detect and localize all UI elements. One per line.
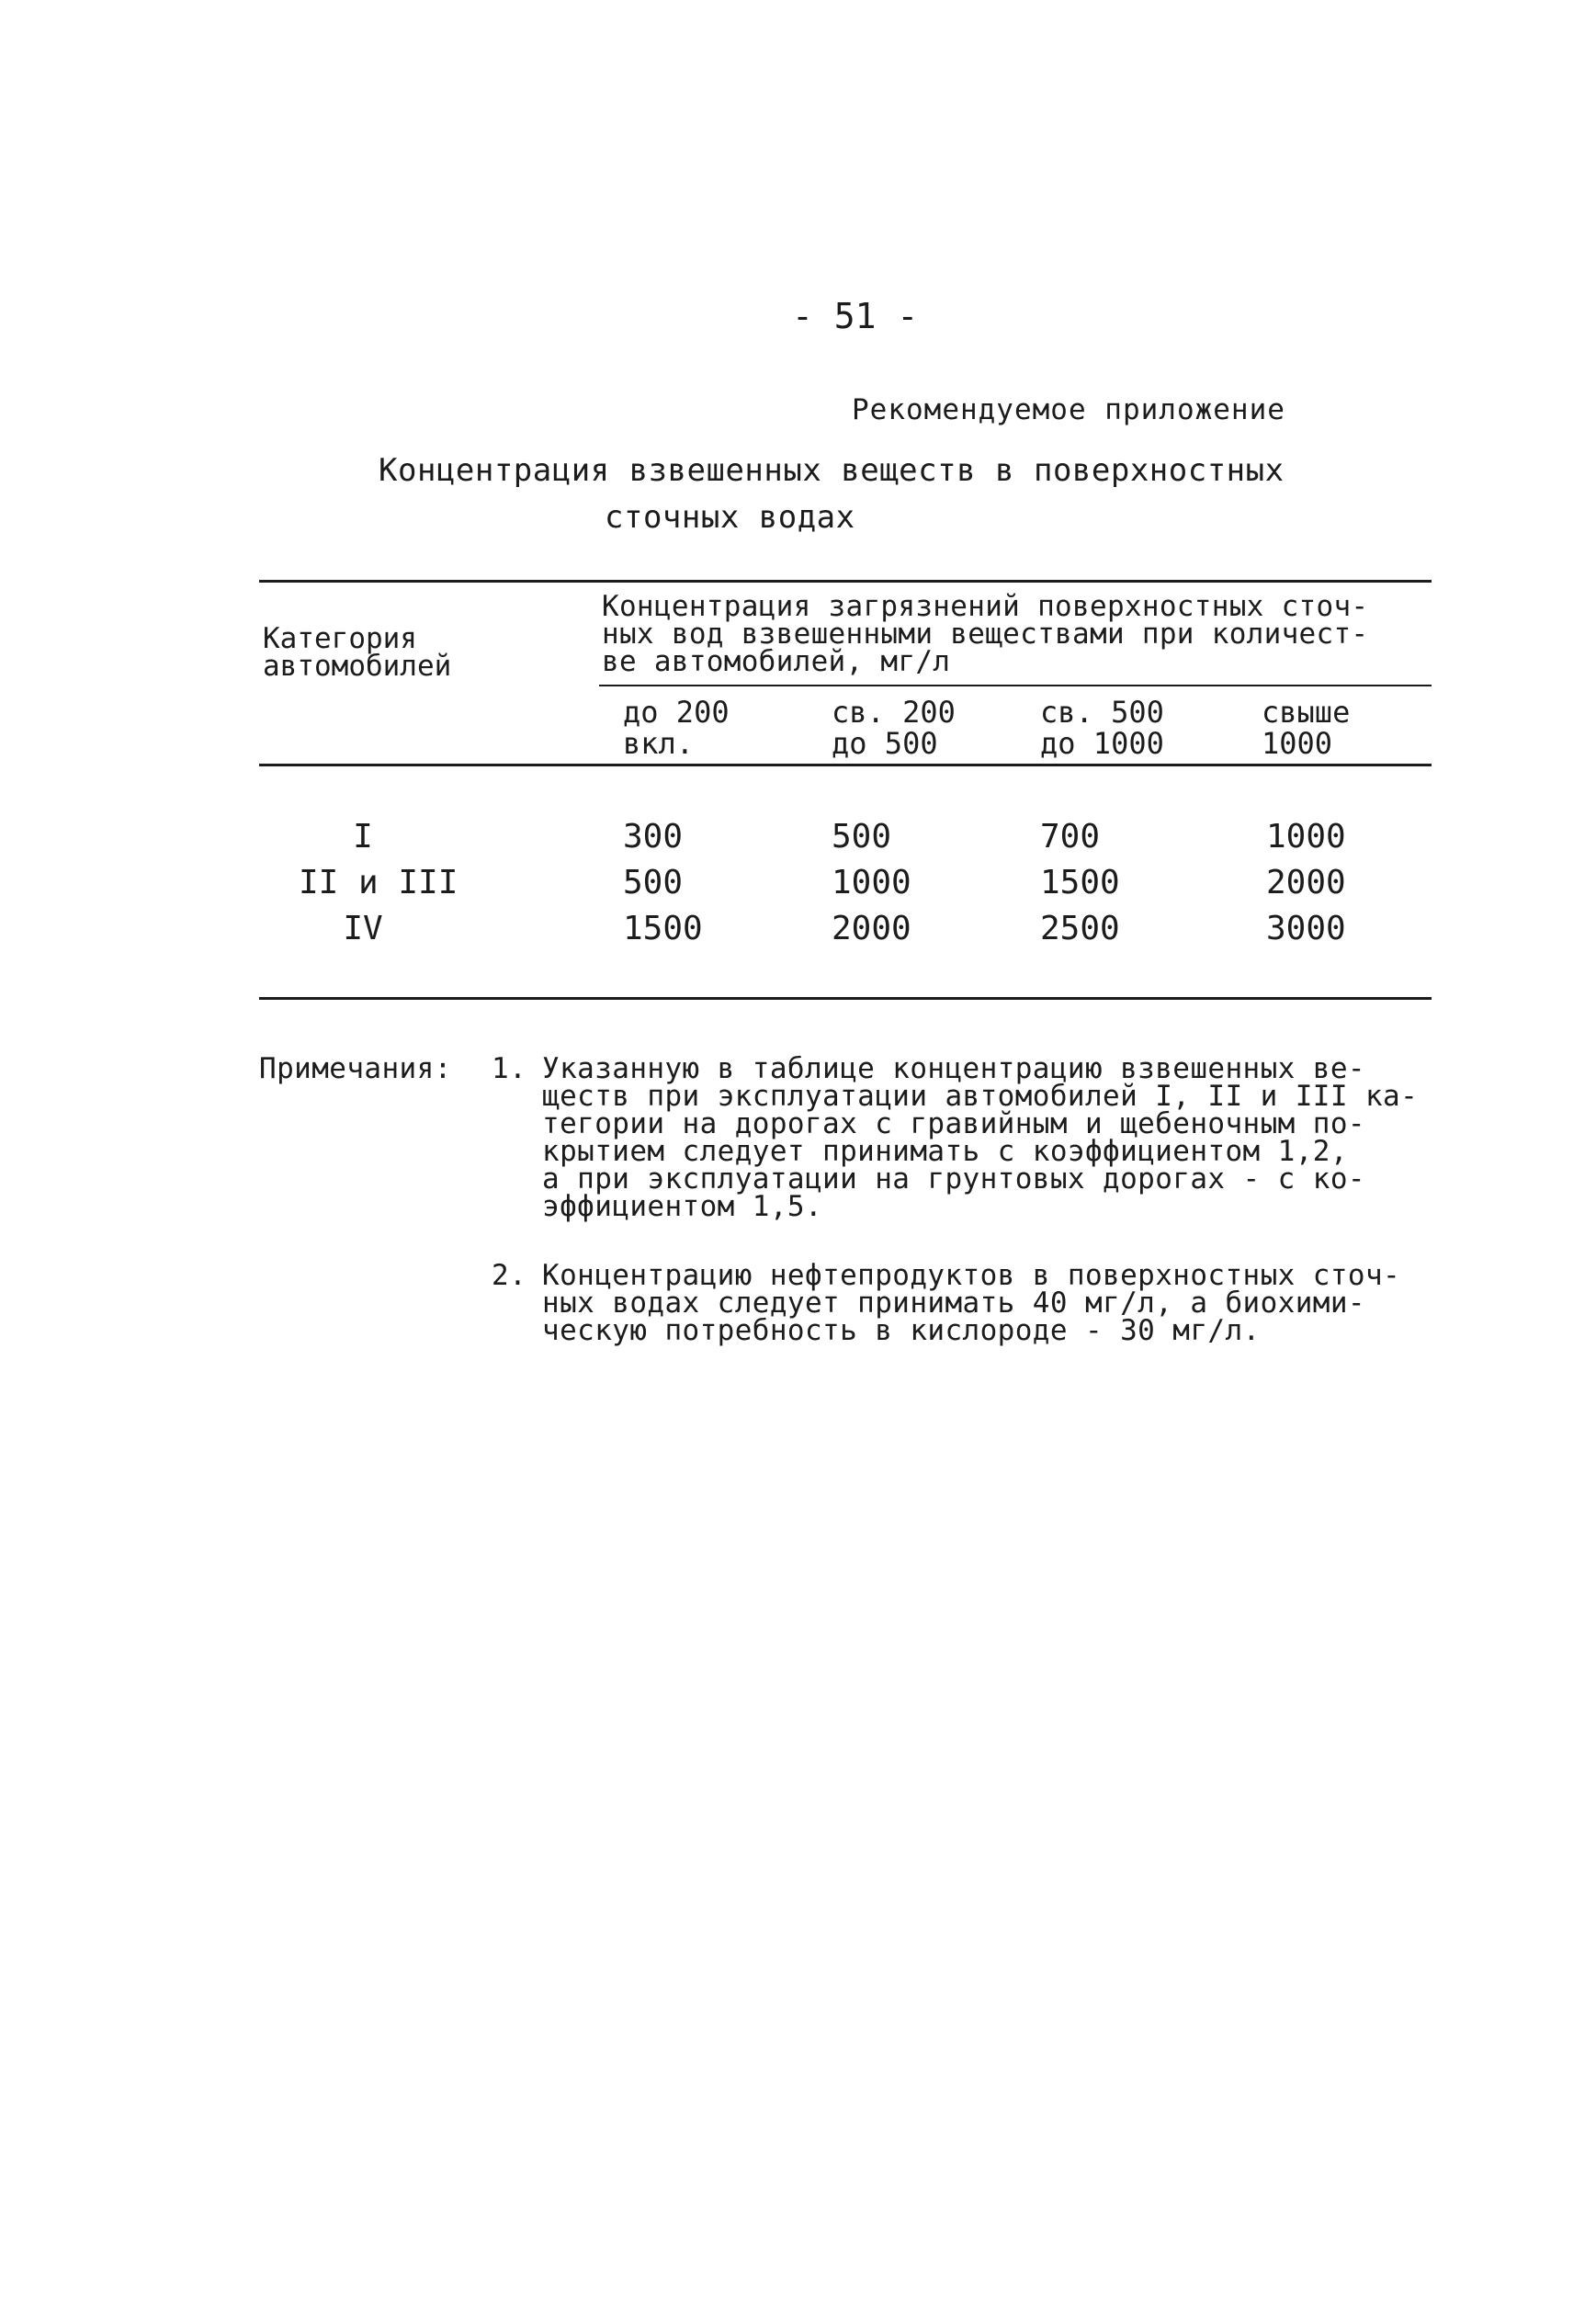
column-header-2-line-1: св. 200: [832, 695, 956, 730]
note-2-line: ных водах следует принимать 40 мг/л, а биохими-: [542, 1287, 1365, 1320]
row-category: II и III: [299, 864, 458, 901]
note-2-number: 2.: [492, 1259, 527, 1292]
concentration-header-line-2: ных вод взвешенными веществами при количест-: [602, 618, 1369, 651]
table-cell: 1000: [1266, 818, 1346, 856]
table-cell: 1500: [1040, 864, 1120, 901]
table-cell: 500: [832, 818, 892, 856]
category-header: [263, 622, 452, 683]
note-1-line: Указанную в таблице концентрацию взвешенных ве-: [542, 1052, 1365, 1085]
concentration-header-line-1: Концентрация загрязнений поверхностных сточ-: [602, 590, 1369, 623]
note-1: [542, 1052, 1419, 1223]
concentration-header: [602, 590, 1369, 678]
table-cell: 3000: [1266, 910, 1346, 947]
note-1-number: 1.: [492, 1052, 527, 1085]
category-header-line-1: Категория: [263, 622, 417, 655]
note-1-line: эффициентом 1,5.: [542, 1190, 823, 1223]
column-header-1-line-1: до 200: [623, 695, 730, 730]
appendix-label: Рекомендуемое приложение: [852, 393, 1285, 426]
note-1-line: ществ при эксплуатации автомобилей I, II и III ка-: [542, 1080, 1419, 1113]
table-header-mid-rule: [599, 685, 1432, 686]
note-1-line: тегории на дорогах с гравийным и щебеночным по-: [542, 1107, 1365, 1140]
column-header-4-line-1: свыше: [1262, 695, 1351, 730]
concentration-header-line-3: ве автомобилей, мг/л: [602, 645, 951, 678]
column-header-2-line-2: до 500: [832, 726, 938, 761]
column-header-2: [832, 697, 956, 759]
column-header-3-line-2: до 1000: [1040, 726, 1164, 761]
column-header-1-line-2: вкл.: [623, 726, 695, 761]
table-cell: 2000: [832, 910, 911, 947]
column-header-1: [623, 697, 730, 759]
table-bottom-rule: [259, 997, 1432, 1000]
table-cell: 300: [623, 818, 684, 856]
page-number: - 51 -: [792, 296, 919, 336]
column-header-3: [1040, 697, 1164, 759]
row-category: IV: [343, 910, 383, 947]
column-header-4: [1262, 697, 1350, 759]
table-top-rule: [259, 580, 1432, 583]
notes-label: Примечания:: [259, 1052, 452, 1085]
note-1-line: а при эксплуатации на грунтовых дорогах - с ко-: [542, 1162, 1365, 1196]
row-category: I: [353, 818, 373, 856]
title-line-2: сточных водах: [605, 499, 855, 536]
note-1-line: крытием следует принимать с коэффициентом 1,2,: [542, 1135, 1348, 1168]
table-cell: 2500: [1040, 910, 1120, 947]
note-2-line: Концентрацию нефтепродуктов в поверхностных сточ-: [542, 1259, 1401, 1292]
column-header-3-line-1: св. 500: [1040, 695, 1164, 730]
table-cell: 1500: [623, 910, 703, 947]
title-line-1: Концентрация взвешенных веществ в поверхностных: [379, 452, 1285, 489]
table-cell: 1000: [832, 864, 911, 901]
note-2-line: ческую потребность в кислороде - 30 мг/л.: [542, 1314, 1261, 1347]
column-header-4-line-2: 1000: [1262, 726, 1333, 761]
table-header-bottom-rule: [259, 764, 1432, 766]
category-header-line-2: автомобилей: [263, 650, 452, 683]
table-cell: 700: [1040, 818, 1101, 856]
note-2: [542, 1259, 1401, 1347]
table-cell: 500: [623, 864, 684, 901]
table-cell: 2000: [1266, 864, 1346, 901]
